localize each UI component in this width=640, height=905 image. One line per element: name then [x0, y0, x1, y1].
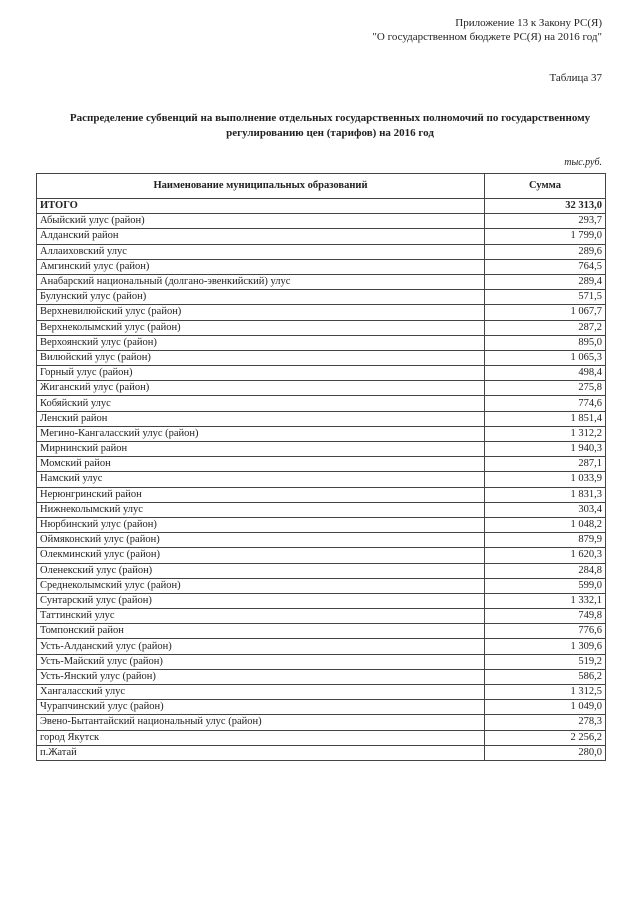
total-value: 32 313,0	[485, 199, 606, 214]
table-row	[37, 502, 606, 517]
row-value: 303,4	[485, 502, 606, 517]
table-row	[37, 472, 606, 487]
table-row	[37, 305, 606, 320]
row-value: 1 312,2	[485, 426, 606, 441]
row-name: Таттинский улус	[37, 609, 485, 624]
row-value: 764,5	[485, 259, 606, 274]
row-value: 599,0	[485, 578, 606, 593]
table-row	[37, 457, 606, 472]
row-value: 1 332,1	[485, 593, 606, 608]
table-row	[37, 381, 606, 396]
table-row	[37, 366, 606, 381]
row-value: 1 620,3	[485, 548, 606, 563]
row-name: Ленский район	[37, 411, 485, 426]
row-value: 749,8	[485, 609, 606, 624]
row-value: 287,1	[485, 457, 606, 472]
row-value: 879,9	[485, 533, 606, 548]
row-value: 280,0	[485, 745, 606, 760]
row-value: 519,2	[485, 654, 606, 669]
row-name: Момский район	[37, 457, 485, 472]
row-value: 1 799,0	[485, 229, 606, 244]
table-row	[37, 669, 606, 684]
title-line-2: регулированию цен (тарифов) на 2016 год	[226, 127, 434, 139]
table-row	[37, 685, 606, 700]
row-name: Амгинский улус (район)	[37, 259, 485, 274]
table-row	[37, 745, 606, 760]
row-value: 571,5	[485, 290, 606, 305]
table-row	[37, 259, 606, 274]
row-name: Аллаиховский улус	[37, 244, 485, 259]
row-value: 287,2	[485, 320, 606, 335]
units-label: тыс.руб.	[564, 157, 602, 168]
table-row	[37, 700, 606, 715]
row-name: Нерюнгринский район	[37, 487, 485, 502]
row-name: Мегино-Кангаласский улус (район)	[37, 426, 485, 441]
table-row	[37, 350, 606, 365]
row-value: 278,3	[485, 715, 606, 730]
row-value: 275,8	[485, 381, 606, 396]
row-value: 1 309,6	[485, 639, 606, 654]
table-row	[37, 563, 606, 578]
table-row	[37, 624, 606, 639]
table-row	[37, 396, 606, 411]
table-row	[37, 229, 606, 244]
row-name: Нюрбинский улус (район)	[37, 517, 485, 532]
row-name: Мирнинский район	[37, 442, 485, 457]
appendix-note	[372, 16, 602, 44]
table-row	[37, 533, 606, 548]
row-value: 289,4	[485, 274, 606, 289]
table-row	[37, 548, 606, 563]
table-row	[37, 609, 606, 624]
row-value: 1 940,3	[485, 442, 606, 457]
table-row	[37, 335, 606, 350]
row-value: 586,2	[485, 669, 606, 684]
row-name: Верхоянский улус (район)	[37, 335, 485, 350]
table-row	[37, 214, 606, 229]
row-name: Верхнеколымский улус (район)	[37, 320, 485, 335]
column-header-sum: Сумма	[485, 174, 606, 199]
row-name: Жиганский улус (район)	[37, 381, 485, 396]
table-row	[37, 442, 606, 457]
table-row	[37, 411, 606, 426]
row-value: 1 033,9	[485, 472, 606, 487]
row-value: 498,4	[485, 366, 606, 381]
row-name: Сунтарский улус (район)	[37, 593, 485, 608]
row-name: Томпонский район	[37, 624, 485, 639]
row-name: Усть-Майский улус (район)	[37, 654, 485, 669]
row-name: Намский улус	[37, 472, 485, 487]
table-row	[37, 593, 606, 608]
row-value: 293,7	[485, 214, 606, 229]
row-value: 1 312,5	[485, 685, 606, 700]
table-row	[37, 426, 606, 441]
row-name: Абыйский улус (район)	[37, 214, 485, 229]
row-name: Олекминский улус (район)	[37, 548, 485, 563]
row-name: Алданский район	[37, 229, 485, 244]
total-row	[37, 199, 606, 214]
table-number: Таблица 37	[549, 72, 602, 84]
row-name: Верхневилюйский улус (район)	[37, 305, 485, 320]
row-value: 774,6	[485, 396, 606, 411]
row-value: 289,6	[485, 244, 606, 259]
row-name: Эвено-Бытантайский национальный улус (район)	[37, 715, 485, 730]
appendix-line-1: Приложение 13 к Закону РС(Я)	[455, 17, 602, 29]
row-value: 1 831,3	[485, 487, 606, 502]
row-name: п.Жатай	[37, 745, 485, 760]
table-header-row	[37, 174, 606, 199]
row-name: Оймяконский улус (район)	[37, 533, 485, 548]
document-title	[50, 111, 610, 141]
row-name: Булунский улус (район)	[37, 290, 485, 305]
row-name: Усть-Янский улус (район)	[37, 669, 485, 684]
appendix-line-2: "О государственном бюджете РС(Я) на 2016 год"	[372, 31, 602, 43]
table-row	[37, 654, 606, 669]
row-value: 1 851,4	[485, 411, 606, 426]
row-value: 776,6	[485, 624, 606, 639]
table-row	[37, 578, 606, 593]
row-value: 1 067,7	[485, 305, 606, 320]
table-row	[37, 639, 606, 654]
table-row	[37, 487, 606, 502]
row-name: Усть-Алданский улус (район)	[37, 639, 485, 654]
table-row	[37, 290, 606, 305]
table-row	[37, 715, 606, 730]
table-row	[37, 274, 606, 289]
subsidy-table	[36, 173, 606, 761]
row-name: Чурапчинский улус (район)	[37, 700, 485, 715]
row-name: Кобяйский улус	[37, 396, 485, 411]
row-name: Горный улус (район)	[37, 366, 485, 381]
row-name: Анабарский национальный (долгано-эвенкийский) улус	[37, 274, 485, 289]
row-name: Оленекский улус (район)	[37, 563, 485, 578]
row-value: 284,8	[485, 563, 606, 578]
row-name: Вилюйский улус (район)	[37, 350, 485, 365]
row-value: 895,0	[485, 335, 606, 350]
row-value: 1 049,0	[485, 700, 606, 715]
row-value: 2 256,2	[485, 730, 606, 745]
row-value: 1 048,2	[485, 517, 606, 532]
table-row	[37, 730, 606, 745]
row-name: город Якутск	[37, 730, 485, 745]
row-name: Хангаласский улус	[37, 685, 485, 700]
row-value: 1 065,3	[485, 350, 606, 365]
column-header-name: Наименование муниципальных образований	[37, 174, 485, 199]
row-name: Нижнеколымский улус	[37, 502, 485, 517]
row-name: Среднеколымский улус (район)	[37, 578, 485, 593]
table-row	[37, 244, 606, 259]
table-row	[37, 517, 606, 532]
total-label: ИТОГО	[37, 199, 485, 214]
title-line-1: Распределение субвенций на выполнение отдельных государственных полномочий по государственному	[69, 112, 591, 124]
table-row	[37, 320, 606, 335]
